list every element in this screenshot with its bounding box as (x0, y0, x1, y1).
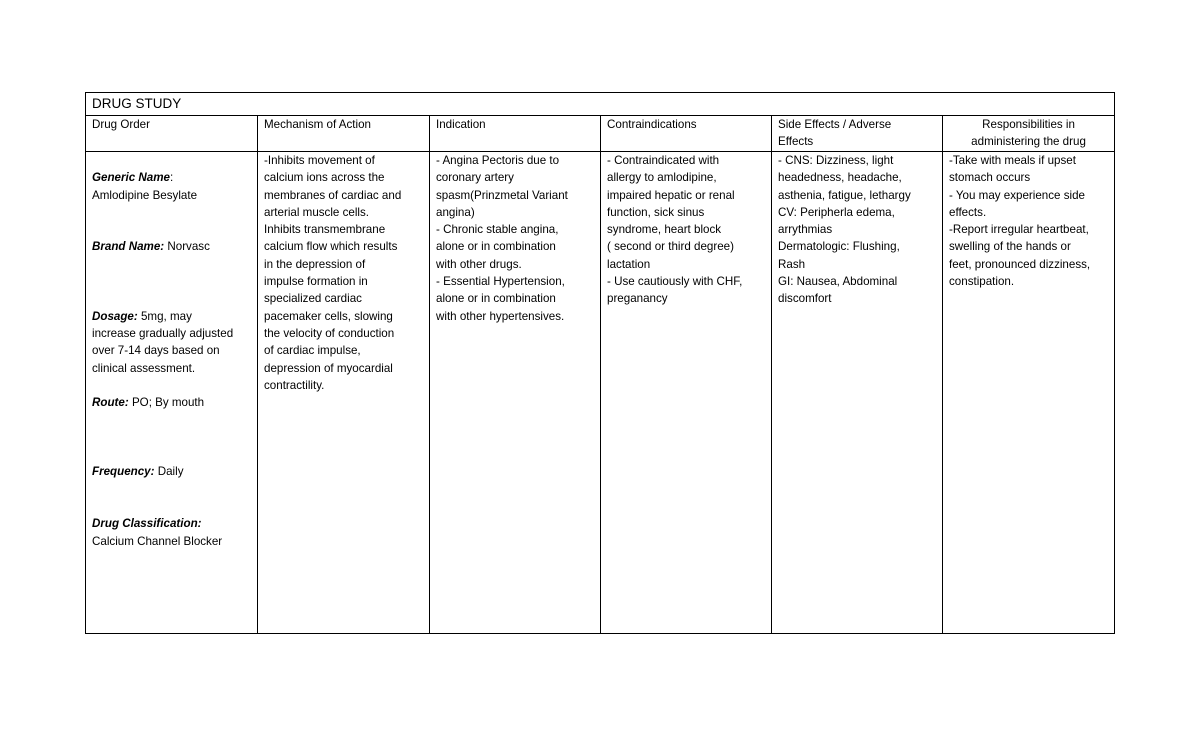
cell-text-line: -Report irregular heartbeat, (949, 223, 1089, 237)
table-title: DRUG STUDY (86, 93, 1115, 116)
generic-name-label: Generic Name (92, 171, 170, 185)
cell-text-line: GI: Nausea, Abdominal (778, 275, 898, 289)
header-side-effects (772, 116, 943, 152)
cell-text-line: lactation (607, 257, 651, 271)
cell-text-line: calcium ions across the (264, 171, 385, 185)
indication-cell (430, 152, 601, 634)
cell-text-line: calcium flow which results (264, 240, 398, 254)
cell-text-line: swelling of the hands or (949, 240, 1071, 254)
drug-study-table (85, 92, 1115, 634)
generic-name-value: Amlodipine Besylate (92, 188, 198, 202)
cell-text-line: angina) (436, 205, 475, 219)
responsibilities-cell (943, 152, 1115, 634)
cell-text-line: alone or in combination (436, 240, 556, 254)
brand-name-line (92, 238, 251, 255)
cell-text-line: function, sick sinus (607, 205, 705, 219)
classification-line (92, 515, 251, 532)
cell-text-line: effects. (949, 205, 987, 219)
header-responsibilities-line: administering the drug (971, 135, 1086, 149)
header-responsibilities-line: Responsibilities in (982, 118, 1075, 131)
cell-text-line: spasm(Prinzmetal Variant (436, 188, 568, 202)
dosage-value-line: increase gradually adjusted (92, 326, 234, 340)
cell-text-line: feet, pronounced dizziness, (949, 257, 1091, 271)
spacer (92, 481, 251, 498)
cell-text-line: contractility. (264, 378, 325, 392)
dosage-value-line: clinical assessment. (92, 361, 196, 375)
generic-name-line (92, 169, 251, 186)
header-row (86, 116, 1115, 152)
dosage-line (92, 308, 251, 325)
cell-text-line: arrythmias (778, 223, 833, 237)
header-side-effects-line: Effects (778, 135, 814, 149)
cell-text-line: syndrome, heart block (607, 223, 722, 237)
spacer (92, 411, 251, 446)
header-drug-order: Drug Order (86, 116, 258, 152)
spacer (92, 290, 251, 307)
cell-text-line: with other hypertensives. (436, 309, 565, 323)
cell-text-line: arterial muscle cells. (264, 205, 370, 219)
cell-text-line: Rash (778, 257, 806, 271)
cell-text-line: impulse formation in (264, 275, 368, 289)
brand-name-value: Norvasc (164, 240, 210, 254)
cell-text-line: coronary artery (436, 171, 514, 185)
cell-text-line: CV: Peripherla edema, (778, 205, 895, 219)
route-line (92, 394, 251, 411)
title-row (86, 93, 1115, 116)
brand-name-label: Brand Name: (92, 240, 165, 254)
generic-name-colon: : (169, 171, 174, 185)
cell-text-line: impaired hepatic or renal (607, 188, 735, 202)
cell-text-line: - Contraindicated with (607, 154, 720, 167)
cell-text-line: discomfort (778, 292, 832, 306)
cell-text-line: constipation. (949, 275, 1015, 289)
cell-text-line: -Inhibits movement of (264, 154, 375, 167)
header-contraindications: Contraindications (601, 116, 772, 152)
drug-order-cell (86, 152, 258, 634)
cell-text-line: alone or in combination (436, 292, 556, 306)
classification-value: Calcium Channel Blocker (92, 534, 223, 548)
cell-text-line: preganancy (607, 292, 668, 306)
cell-text-line: - Angina Pectoris due to (436, 154, 560, 167)
spacer (92, 152, 251, 169)
cell-text-line: - Chronic stable angina, (436, 223, 559, 237)
cell-text-line: with other drugs. (436, 257, 522, 271)
header-side-effects-line: Side Effects / Adverse (778, 118, 892, 131)
cell-text-line: - You may experience side (949, 188, 1085, 202)
header-indication: Indication (430, 116, 601, 152)
spacer (92, 221, 251, 238)
cell-text-line: - CNS: Dizziness, light (778, 154, 894, 167)
spacer (92, 446, 251, 463)
cell-text-line: specialized cardiac (264, 292, 362, 306)
frequency-line (92, 463, 251, 480)
cell-text-line: -Take with meals if upset (949, 154, 1076, 167)
classification-label: Drug Classification: (92, 517, 202, 531)
cell-text-line: - Essential Hypertension, (436, 275, 565, 289)
header-responsibilities (943, 116, 1115, 152)
spacer (92, 256, 251, 291)
cell-text-line: membranes of cardiac and (264, 188, 402, 202)
frequency-label: Frequency: (92, 465, 155, 479)
dosage-value: 5mg, may (137, 309, 192, 323)
contraindications-cell (601, 152, 772, 634)
spacer (92, 204, 251, 221)
cell-text-line: in the depression of (264, 257, 366, 271)
cell-text-line: Dermatologic: Flushing, (778, 240, 900, 254)
cell-text-line: the velocity of conduction (264, 326, 395, 340)
mechanism-cell (258, 152, 430, 634)
header-mechanism: Mechanism of Action (258, 116, 430, 152)
spacer (92, 498, 251, 515)
cell-text-line: headedness, headache, (778, 171, 902, 185)
cell-text-line: - Use cautiously with CHF, (607, 275, 743, 289)
cell-text-line: stomach occurs (949, 171, 1031, 185)
cell-text-line: pacemaker cells, slowing (264, 309, 393, 323)
dosage-label: Dosage: (92, 309, 138, 323)
cell-text-line: allergy to amlodipine, (607, 171, 717, 185)
cell-text-line: of cardiac impulse, (264, 344, 361, 358)
side-effects-cell (772, 152, 943, 634)
cell-text-line: ( second or third degree) (607, 240, 734, 254)
route-label: Route: (92, 396, 129, 410)
cell-text-line: Inhibits transmembrane (264, 223, 386, 237)
cell-text-line: depression of myocardial (264, 361, 393, 375)
cell-text-line: asthenia, fatigue, lethargy (778, 188, 911, 202)
route-value: PO; By mouth (128, 396, 205, 410)
content-row (86, 152, 1115, 634)
dosage-value-line: over 7-14 days based on (92, 344, 220, 358)
spacer (92, 377, 251, 394)
frequency-value: Daily (154, 465, 184, 479)
